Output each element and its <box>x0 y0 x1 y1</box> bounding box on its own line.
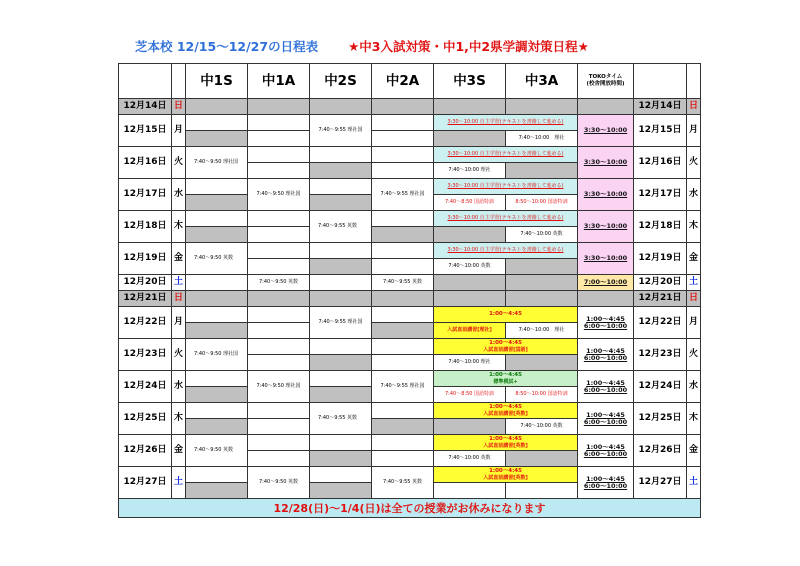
holiday-notice: 12/28(日)～1/4(日)は全ての授業がお休みになります <box>119 499 701 518</box>
toko-time-cell: 1:00～4:45 6:00～10:00 <box>578 403 634 435</box>
lesson-cell: 7:40～10:00 英数 <box>434 259 506 275</box>
lecture-cell: 1:00～4:45 入試直前講習[英数] <box>434 467 578 483</box>
lesson-cell: 7:40～9:50 理社国 <box>186 339 248 371</box>
day-row-1218: 12月18日 木 7:40～9:55 英数 3:30～10:00 自主学習(テキストを書籍して進める) 3:30～10:00 12月18日 木 <box>119 211 701 227</box>
lesson-cell: 7:40～10:00 英数 <box>506 419 578 435</box>
toko-time-cell: 1:00～4:45 6:00～10:00 <box>578 371 634 403</box>
lesson-cell: 7:40～10:00 英数 <box>506 227 578 243</box>
lesson-cell: 7:40～9:50 英数 <box>186 243 248 275</box>
holiday-notice-row <box>119 499 701 518</box>
self-study-notice: 3:30～10:00 自主学習(テキストを書籍して進める) <box>434 115 578 131</box>
header-class-3s: 中3S <box>434 64 506 99</box>
lesson-cell: 7:40～9:55 英数 <box>310 211 372 243</box>
lesson-cell: 7:40～9:50 理社国 <box>186 147 248 179</box>
toko-time-cell: 1:00～4:45 6:00～10:00 <box>578 339 634 371</box>
lesson-cell: 7:40～10:00 理社 <box>506 323 578 339</box>
day-row-1217: 12月17日 水 7:40～9:50 理社国 7:40～9:55 理社国 3:30～10:00 自主学習(テキストを書籍して進める) 3:30～10:00 12月17日 水 <box>119 179 701 195</box>
lecture-time: 1:00～4:45 <box>434 307 578 323</box>
day-row-1216: 12月16日 火 7:40～9:50 理社国 3:30～10:00 自主学習(テキストを書籍して進める) 3:30～10:00 12月16日 火 <box>119 147 701 163</box>
lesson-cell: 7:40～9:50 英数 <box>248 467 310 499</box>
day-row-1219: 12月19日 金 7:40～9:50 英数 3:30～10:00 自主学習(テキストを書籍して進める) 3:30～10:00 12月19日 金 <box>119 243 701 259</box>
header-toko-time: TOKOタイム (校舎開放時間) <box>578 64 634 99</box>
lesson-cell: 7:40～9:50 英数 <box>248 275 310 291</box>
lesson-cell: 7:40～9:50 理社国 <box>248 179 310 211</box>
header-class-2a: 中2A <box>372 64 434 99</box>
day-row-1215: 12月15日 月 7:40～9:55 理社国 3:30～10:00 自主学習(テキストを書籍して進める) 3:30～10:00 12月15日 月 <box>119 115 701 131</box>
lesson-cell: 7:40～9:50 理社国 <box>248 371 310 403</box>
header-class-2s: 中2S <box>310 64 372 99</box>
page-title <box>135 37 589 55</box>
lesson-cell: 7:40～9:55 理社国 <box>372 179 434 211</box>
toko-time-cell: 3:30～10:00 <box>578 179 634 211</box>
lecture-cell: 1:00～4:45 入試直前講習[英数] <box>434 403 578 419</box>
toko-time-cell: 3:30～10:00 <box>578 211 634 243</box>
lesson-cell: 7:40～9:55 理社国 <box>310 115 372 147</box>
self-study-notice: 3:30～10:00 自主学習(テキストを書籍して進める) <box>434 179 578 195</box>
lesson-cell: 7:40～9:55 理社国 <box>310 307 372 339</box>
day-row-1227: 12月27日 土 7:40～9:50 英数 7:40～9:55 英数 1:00～4:45 入試直前講習[英数] 1:00～4:45 6:00～10:00 12月27日 土 <box>119 467 701 483</box>
day-row-1224: 12月24日 水 7:40～9:50 理社国 7:40～9:55 理社国 1:00～4:45 標準模試+ 1:00～4:45 6:00～10:00 12月24日 水 <box>119 371 701 387</box>
lecture-title: 入試直前講習[理社] <box>434 323 506 339</box>
lecture-cell: 1:00～4:45 入試直前講習[英数] <box>434 435 578 451</box>
toko-time-cell: 7:00～10:00 <box>578 275 634 291</box>
title-main: 芝本校 12/15～12/27の日程表 <box>135 39 319 54</box>
schedule-table <box>118 63 701 518</box>
lesson-cell: 7:40～9:55 英数 <box>372 275 434 291</box>
self-study-notice: 3:30～10:00 自主学習(テキストを書籍して進める) <box>434 147 578 163</box>
day-row-1214: 12月14日 日 12月14日 日 <box>119 99 701 115</box>
header-class-3a: 中3A <box>506 64 578 99</box>
toko-time-cell: 3:30～10:00 <box>578 147 634 179</box>
self-study-notice: 3:30～10:00 自主学習(テキストを書籍して進める) <box>434 211 578 227</box>
toko-time-cell: 3:30～10:00 <box>578 243 634 275</box>
lesson-cell: 7:40～8:50 国語特訓 <box>434 387 506 403</box>
header-class-1s: 中1S <box>186 64 248 99</box>
lesson-cell: 7:40～10:00 理社 <box>506 131 578 147</box>
lesson-cell: 7:40～10:00 理社 <box>434 355 506 371</box>
day-row-1222: 12月22日 月 7:40～9:55 理社国 1:00～4:45 1:00～4:45 6:00～10:00 12月22日 月 <box>119 307 701 323</box>
lesson-cell: 7:40～10:00 英数 <box>434 451 506 467</box>
lesson-cell: 7:40～9:55 英数 <box>310 403 372 435</box>
day-row-1221: 12月21日 日 12月21日 日 <box>119 291 701 307</box>
mock-exam-cell: 1:00～4:45 標準模試+ <box>434 371 578 387</box>
lesson-cell: 7:40～10:00 理社 <box>434 163 506 179</box>
lesson-cell: 8:50～10:00 国語特訓 <box>506 387 578 403</box>
header-row <box>119 64 701 99</box>
toko-time-cell: 3:30～10:00 <box>578 115 634 147</box>
toko-time-cell: 1:00～4:45 6:00～10:00 <box>578 435 634 467</box>
toko-time-cell: 1:00～4:45 6:00～10:00 <box>578 307 634 339</box>
lecture-time: 1:00～4:45 入試直前講習[国語] <box>434 339 578 355</box>
day-row-1220: 12月20日 土 7:40～9:50 英数 7:40～9:55 英数 7:00～10:00 12月20日 土 <box>119 275 701 291</box>
lesson-cell: 7:40～8:50 国語特訓 <box>434 195 506 211</box>
lesson-cell: 8:50～10:00 国語特訓 <box>506 195 578 211</box>
day-row-1226: 12月26日 金 7:40～9:50 英数 1:00～4:45 入試直前講習[英数] 1:00～4:45 6:00～10:00 12月26日 金 <box>119 435 701 451</box>
day-row-1223: 12月23日 火 7:40～9:50 理社国 1:00～4:45 入試直前講習[国語] 1:00～4:45 6:00～10:00 12月23日 火 <box>119 339 701 355</box>
lesson-cell: 7:40～9:55 理社国 <box>372 371 434 403</box>
title-sub: ★中3入試対策・中1,中2県学調対策日程★ <box>348 39 589 54</box>
day-row-1225: 12月25日 木 7:40～9:55 英数 1:00～4:45 入試直前講習[英数] 1:00～4:45 6:00～10:00 12月25日 木 <box>119 403 701 419</box>
self-study-notice: 3:30～10:00 自主学習(テキストを書籍して進める) <box>434 243 578 259</box>
lesson-cell: 7:40～9:50 英数 <box>186 435 248 467</box>
header-class-1a: 中1A <box>248 64 310 99</box>
lesson-cell: 7:40～9:55 英数 <box>372 467 434 499</box>
toko-time-cell: 1:00～4:45 6:00～10:00 <box>578 467 634 499</box>
